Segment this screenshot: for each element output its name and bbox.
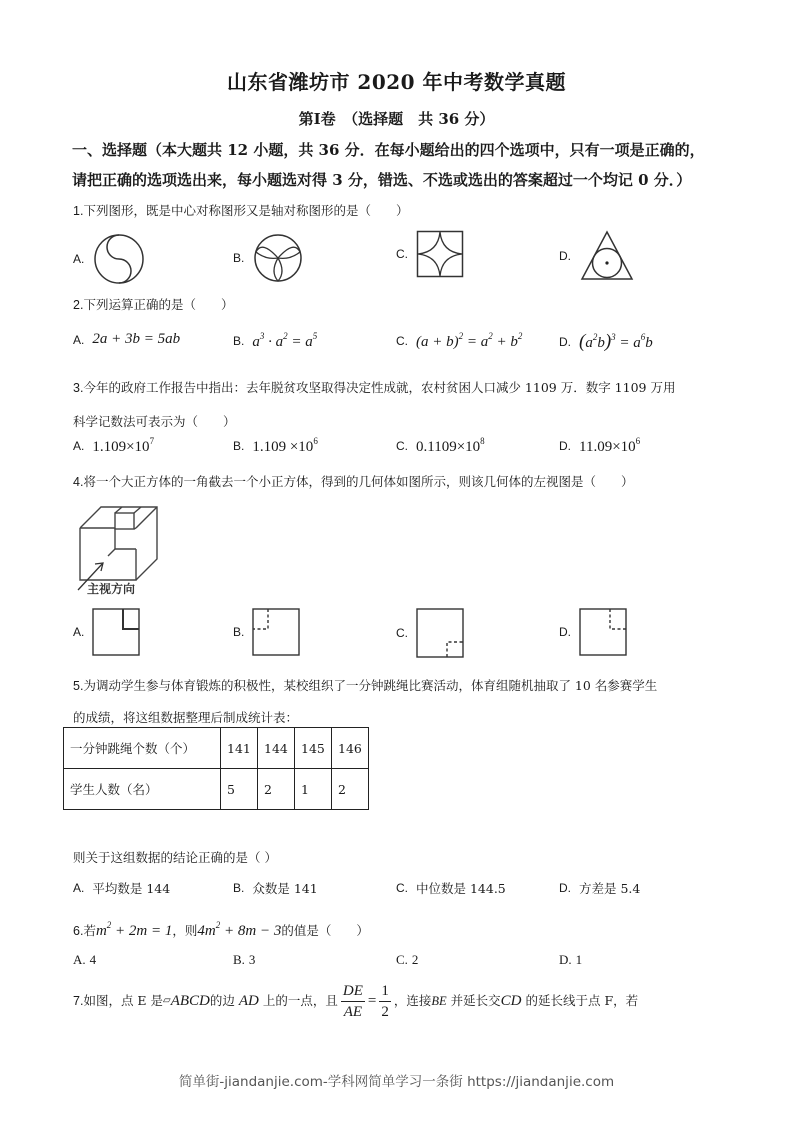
question-3 <box>73 371 675 439</box>
question-text: ，连接 <box>393 993 432 1008</box>
option-text: 1 <box>575 952 583 967</box>
table-row <box>64 769 369 810</box>
question-text-line1: 今年的政府工作报告中指出：去年脱贫攻坚取得决定性成就，农村贫困人口减少 1109 万．数字 1109 万用 <box>83 380 676 395</box>
option-label: B. <box>233 439 245 453</box>
mantissa: 11.09 <box>579 439 613 455</box>
section-heading-line1: 一、选择题（本大题共 12 小题，共 36 分．在每小题给出的四个选项中，只有一项是正确的， <box>72 141 705 159</box>
question-number: 4. <box>73 475 84 489</box>
stats-table-container <box>63 727 369 810</box>
option-label: D. <box>559 952 572 967</box>
question-number: 7. <box>73 994 84 1008</box>
table-cell: 一分钟跳绳个数（个） <box>64 728 221 769</box>
q5-option-b[interactable] <box>233 879 318 897</box>
question-text-line2: 科学记数法可表示为（ ） <box>73 414 236 429</box>
option-text: 众数是 141 <box>252 881 318 896</box>
q1-option-b[interactable] <box>233 232 304 284</box>
q1-option-c[interactable] <box>396 230 464 278</box>
option-label: A. <box>73 252 85 266</box>
exponent: 8 <box>480 436 485 446</box>
option-text: 方差是 5.4 <box>579 881 641 896</box>
math-expression: $0.1109\times 10^8$ <box>416 436 485 455</box>
circle-three-petals-icon <box>252 232 304 284</box>
mantissa: 1.109 <box>92 439 127 455</box>
question-5 <box>73 670 657 734</box>
question-text: 的延长线于点 F，若 <box>525 993 639 1008</box>
q1-option-a[interactable] <box>73 232 146 286</box>
option-label: D. <box>559 881 571 895</box>
question-number: 2. <box>73 298 84 312</box>
exponent: 6 <box>635 436 641 446</box>
option-label: A. <box>73 625 85 639</box>
table-cell: 145 <box>295 728 332 769</box>
q5-option-d[interactable] <box>559 879 640 897</box>
math-expression: $(a^2b)^3 = a^6b$ <box>579 331 653 352</box>
option-label: C. <box>396 626 408 640</box>
question-number: 1. <box>73 204 84 218</box>
question-text: 下列图形，既是中心对称图形又是轴对称图形的是（ ） <box>83 203 409 218</box>
table-cell: 1 <box>295 769 332 810</box>
q5-option-a[interactable] <box>73 879 170 897</box>
question-text: 如图，点 E 是 <box>83 993 164 1008</box>
math-expression: AD <box>238 993 259 1009</box>
figure-caption: 主视方向 <box>87 582 136 596</box>
option-text: 3 <box>248 952 256 967</box>
math-expression: $1.109\times 10^7$ <box>92 436 155 455</box>
question-number: 5. <box>73 679 84 693</box>
math-expression: $1.109 \times 10^6$ <box>252 436 318 455</box>
option-label: B. <box>233 251 245 265</box>
math-expression: 2a + 3b = 5ab <box>92 331 181 347</box>
question-text: 将一个大正方体的一角截去一个小正方体，得到的几何体如图所示，则该几何体的左视图是（ ） <box>83 474 634 489</box>
math-expression: $(a + b)^2 = a^2 + b^2$ <box>416 331 523 350</box>
numerator: DE <box>341 981 365 1002</box>
option-label: C. <box>396 881 408 895</box>
denominator: 2 <box>381 1003 389 1020</box>
question-7 <box>73 979 638 1023</box>
option-label: D. <box>559 439 571 453</box>
question-2 <box>73 295 233 315</box>
math-expression: $4m^2 + 8m - 3$ <box>197 920 282 939</box>
q6-option-d[interactable] <box>559 952 582 968</box>
math-expression: $a^3 \cdot a^2 = a^5$ <box>252 331 318 350</box>
option-label: A. <box>73 439 85 453</box>
square-dashed-bottom-right-icon <box>416 608 464 658</box>
q3-option-b[interactable] <box>233 436 318 456</box>
question-4 <box>73 472 633 492</box>
square-dashed-top-right-icon <box>579 608 627 656</box>
equals-sign: = <box>367 993 377 1009</box>
q2-option-d[interactable] <box>559 331 653 353</box>
option-label: C. <box>396 952 408 967</box>
table-cell: 144 <box>258 728 295 769</box>
math-expression: $11.09\times 10^6$ <box>579 436 641 455</box>
q4-option-d[interactable] <box>559 608 627 656</box>
numerator: 1 <box>379 981 391 1002</box>
fraction-one-half <box>379 981 391 1022</box>
mantissa: 0.1109 <box>416 439 457 455</box>
footer-watermark: 简单街-jiandanjie.com-学科网简单学习一条街 https://jiandanjie.com <box>178 1074 615 1090</box>
q2-option-a[interactable] <box>73 331 180 348</box>
question-5-followup: 则关于这组数据的结论正确的是（ ） <box>73 850 277 865</box>
table-cell: 2 <box>332 769 369 810</box>
mantissa: 1.109 <box>252 439 287 455</box>
option-label: C. <box>396 439 408 453</box>
q4-option-c[interactable] <box>396 608 464 658</box>
table-cell: 2 <box>258 769 295 810</box>
option-text: 2 <box>411 952 419 967</box>
yin-yang-circle-icon <box>92 232 146 286</box>
q4-option-a[interactable] <box>73 608 140 656</box>
q3-option-c[interactable] <box>396 436 485 456</box>
option-label: A. <box>73 881 85 895</box>
question-text: ，则 <box>172 923 198 938</box>
square-dashed-top-left-icon <box>252 608 300 656</box>
fraction-de-ae <box>341 981 365 1022</box>
question-text-line1: 为调动学生参与体育锻炼的积极性，某校组织了一分钟跳绳比赛活动，体育组随机抽取了 10 名参赛学生 <box>83 678 658 693</box>
stats-table <box>63 727 369 810</box>
q2-option-c[interactable] <box>396 331 522 351</box>
square-inscribed-astroid-icon <box>416 230 464 278</box>
option-label: D. <box>559 335 571 349</box>
question-1 <box>73 201 408 221</box>
q3-option-d[interactable] <box>559 436 640 456</box>
option-text: 4 <box>89 952 97 967</box>
section-heading-line2: 请把正确的选项选出来，每小题选对得 3 分，错选、不选或选出的答案超过一个均记 0 分．） <box>72 171 692 189</box>
table-cell: 学生人数（名） <box>64 769 221 810</box>
question-6 <box>73 915 369 941</box>
table-cell: 141 <box>221 728 258 769</box>
q1-option-d[interactable] <box>559 230 635 282</box>
q2-option-b[interactable] <box>233 331 317 351</box>
math-expression: BE <box>431 994 447 1008</box>
document-subtitle: 第Ⅰ卷 （选择题 共 36 分） <box>298 110 495 128</box>
square-solid-notch-icon <box>92 608 140 656</box>
option-label: D. <box>559 249 571 263</box>
q6-option-a[interactable] <box>73 952 96 968</box>
document-title: 山东省潍坊市 2020 年中考数学真题 <box>226 70 567 94</box>
math-expression: $m^2 + 2m = 1$ <box>95 920 173 939</box>
q4-option-b[interactable] <box>233 608 300 656</box>
q6-option-b[interactable] <box>233 952 255 968</box>
question-text: 并延长交 <box>450 993 501 1008</box>
q5-option-c[interactable] <box>396 879 506 897</box>
question-number: 3. <box>73 381 84 395</box>
denominator: AE <box>343 1003 363 1020</box>
cube-figure <box>75 502 165 597</box>
question-number: 6. <box>73 924 84 938</box>
question-text-line2: 的成绩，将这组数据整理后制成统计表： <box>73 710 299 725</box>
exponent: 7 <box>149 436 155 446</box>
option-label: B. <box>233 625 245 639</box>
question-text: 的值是（ ） <box>281 923 369 938</box>
question-text: 下列运算正确的是（ ） <box>83 297 234 312</box>
option-label: D. <box>559 625 571 639</box>
section-heading <box>72 135 732 195</box>
option-text: 中位数是 144.5 <box>416 881 506 896</box>
exponent: 6 <box>313 436 318 446</box>
question-text: 上的一点，且 <box>262 993 338 1008</box>
table-cell: 5 <box>221 769 258 810</box>
math-expression: ABCD <box>170 993 210 1009</box>
option-label: C. <box>396 247 408 261</box>
option-label: A. <box>73 332 85 347</box>
option-label: B. <box>233 952 245 967</box>
table-row <box>64 728 369 769</box>
q3-option-a[interactable] <box>73 436 154 456</box>
question-text: 的边 <box>209 993 235 1008</box>
option-text: 平均数是 144 <box>92 881 171 896</box>
question-text: 若 <box>83 923 96 938</box>
option-label: A. <box>73 952 86 967</box>
option-label: B. <box>233 334 245 348</box>
q6-option-c[interactable] <box>396 952 418 968</box>
parallelogram-icon: ▱ <box>163 995 171 1006</box>
table-cell: 146 <box>332 728 369 769</box>
option-label: B. <box>233 881 245 895</box>
option-label: C. <box>396 334 408 348</box>
math-expression: CD <box>500 993 522 1009</box>
triangle-inscribed-circle-icon <box>579 230 635 282</box>
